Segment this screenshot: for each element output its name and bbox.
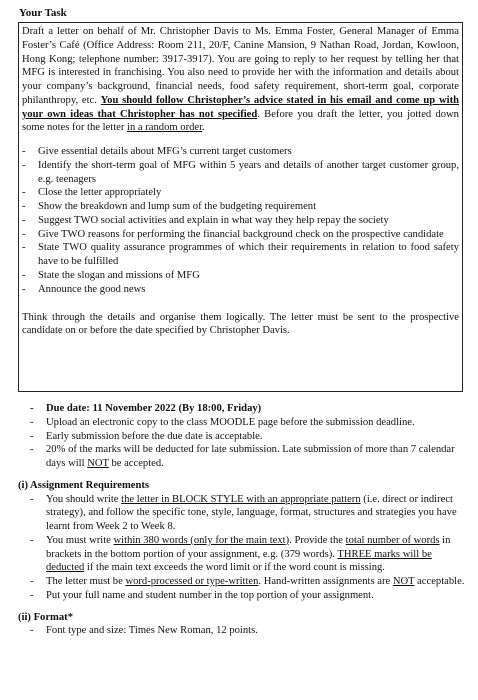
format-list [18, 624, 468, 638]
deadline-item: - Early submission before the due date is acceptable. [18, 430, 468, 444]
due-date: - Due date: 11 November 2022 (By 18:00, Friday) [18, 402, 468, 416]
note-item: - Close the letter appropriately [22, 186, 459, 200]
deadline-item: - Upload an electronic copy to the class MOODLE page before the submission deadline. [18, 416, 468, 430]
task-intro-end: . [202, 122, 205, 134]
note-item: - Give TWO reasons for performing the financial background check on the prospective candidate [22, 228, 459, 242]
task-advice-emphasis: You should follow Christopher’s advice stated in his email and come up with your own ideas that Christopher has not specified [22, 94, 459, 120]
requirement-item: - You should write the letter in BLOCK STYLE with an appropriate pattern (i.e. direct or indirect strategy), and follow the specific tone, style, language, format, structures and strategies you have learnt from Week 2 to Week 8. [18, 493, 468, 534]
note-item: - State TWO quality assurance programmes of which their requirements in relation to food safety have to be fulfilled [22, 241, 459, 269]
your-task-heading: Your Task [19, 7, 67, 19]
deadline-item: - 20% of the marks will be deducted for late submission. Late submission of more than 7 calendar days will NOT be accepted. [18, 443, 468, 471]
assignment-requirements-title: (i) Assignment Requirements [18, 479, 150, 491]
random-order-phrase: in a random order [127, 122, 203, 134]
task-closing: Think through the details and organise them logically. The letter must be sent to the prospective candidate on or before the date specified by Christopher Davis. [22, 311, 459, 337]
requirement-item: - You must write within 380 words (only for the main text). Provide the total number of words in brackets in the bottom portion of your assignment, e.g. (379 words). THREE marks will be deducted if the main text exceeds the word limit or if the word count is missing. [18, 534, 468, 575]
assignment-requirements-list [18, 493, 468, 603]
format-item: - Font type and size: Times New Roman, 12 points. [18, 624, 468, 638]
note-item: - Announce the good news [22, 283, 459, 297]
task-intro [22, 25, 459, 135]
note-item: - Show the breakdown and lump sum of the budgeting requirement [22, 200, 459, 214]
note-item: - Suggest TWO social activities and explain in what way they help repay the society [22, 214, 459, 228]
requirements-section [18, 402, 468, 638]
deadline-list [18, 402, 468, 471]
notes-list [22, 145, 459, 296]
note-item: - Give essential details about MFG’s current target customers [22, 145, 459, 159]
format-title: (ii) Format* [18, 611, 74, 623]
task-intro-text-2: . Before you draft the letter, you jotted down some notes for the letter [22, 108, 459, 134]
note-item: - State the slogan and missions of MFG [22, 269, 459, 283]
requirement-item: - The letter must be word-processed or type-written. Hand-written assignments are NOT acceptable. [18, 575, 468, 589]
task-intro-text: Draft a letter on behalf of Mr. Christopher Davis to Ms. Emma Foster, General Manager of Emma Foster’s Café (Office Address: Room 211, 20/F, Canine Mansion, 9 Nathan Road, Jordan, Kowloon, Hong Kong; telephone number: 3917-3917). You are going to reply to her request by telling her that MFG is interested in franchising. You also need to provide her with the information and details about your company’s background, financial needs, food safety requirement, short-term goal, corporate philanthropy, etc. [22, 26, 459, 106]
note-item: - Identify the short-term goal of MFG within 5 years and details of another target customer group, e.g. teenagers [22, 159, 459, 187]
task-box [18, 22, 463, 392]
requirement-item: - Put your full name and student number in the top portion of your assignment. [18, 589, 468, 603]
